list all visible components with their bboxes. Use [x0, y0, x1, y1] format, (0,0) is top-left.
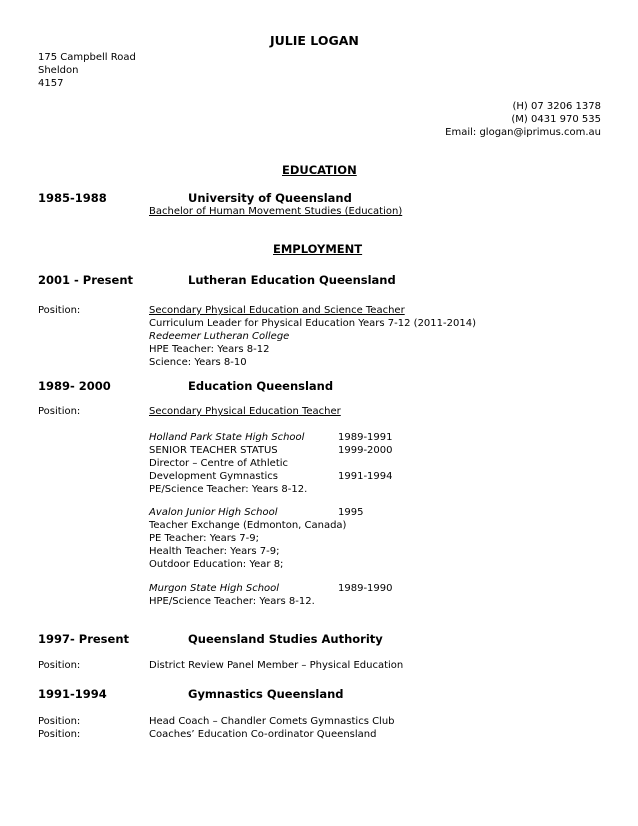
job4-years: 1991-1994	[38, 687, 107, 701]
director-line-2: Development Gymnastics	[149, 471, 278, 482]
avalon-line: Health Teacher: Years 7-9;	[149, 546, 280, 557]
job3-years: 1997- Present	[38, 632, 130, 646]
education-degree: Bachelor of Human Movement Studies (Education)	[149, 206, 403, 217]
email[interactable]: Email: glogan@iprimus.com.au	[445, 127, 601, 138]
avalon-year: 1995	[338, 507, 364, 518]
avalon-line: Teacher Exchange (Edmonton, Canada)	[149, 520, 347, 531]
job2-years: 1989- 2000	[38, 379, 111, 393]
job4-title-1: Head Coach – Chandler Comets Gymnastics Club	[149, 716, 395, 727]
job1-line: Curriculum Leader for Physical Education Years 7-12 (2011-2014)	[149, 318, 476, 329]
job4-position-label: Position:	[38, 716, 81, 727]
mobile-phone: (M) 0431 970 535	[511, 114, 601, 125]
job1-line: Science: Years 8-10	[149, 357, 247, 368]
senior-teacher-status: SENIOR TEACHER STATUS	[149, 445, 278, 456]
senior-teacher-years: 1999-2000	[338, 445, 393, 456]
job3-employer: Queensland Studies Authority	[188, 632, 383, 646]
murgon-school: Murgon State High School	[149, 583, 280, 594]
avalon-school: Avalon Junior High School	[149, 507, 278, 518]
job1-position-label: Position:	[38, 305, 81, 316]
job4-position-label: Position:	[38, 729, 81, 740]
holland-park-pe: PE/Science Teacher: Years 8-12.	[149, 484, 308, 495]
education-years: 1985-1988	[38, 191, 107, 205]
avalon-line: Outdoor Education: Year 8;	[149, 559, 284, 570]
job3-title: District Review Panel Member – Physical Education	[149, 660, 404, 671]
murgon-years: 1989-1990	[338, 583, 393, 594]
avalon-line: PE Teacher: Years 7-9;	[149, 533, 259, 544]
address-line-3: 4157	[38, 78, 64, 89]
job1-years: 2001 - Present	[38, 273, 134, 287]
resume-name: JULIE LOGAN	[270, 33, 359, 48]
murgon-line: HPE/Science Teacher: Years 8-12.	[149, 596, 315, 607]
address-line-2: Sheldon	[38, 65, 79, 76]
education-institution: University of Queensland	[188, 191, 352, 205]
job1-line: Redeemer Lutheran College	[149, 331, 290, 342]
holland-park-years: 1989-1991	[338, 432, 393, 443]
job4-title-2: Coaches’ Education Co-ordinator Queensland	[149, 729, 377, 740]
job4-employer: Gymnastics Queensland	[188, 687, 344, 701]
job3-position-label: Position:	[38, 660, 81, 671]
employment-heading: EMPLOYMENT	[273, 242, 363, 256]
holland-park-school: Holland Park State High School	[149, 432, 305, 443]
job2-title: Secondary Physical Education Teacher	[149, 406, 341, 417]
director-line-1: Director – Centre of Athletic	[149, 458, 289, 469]
home-phone: (H) 07 3206 1378	[512, 101, 601, 112]
director-years: 1991-1994	[338, 471, 393, 482]
job1-line: HPE Teacher: Years 8-12	[149, 344, 270, 355]
address-line-1: 175 Campbell Road	[38, 52, 136, 63]
job2-employer: Education Queensland	[188, 379, 334, 393]
job2-position-label: Position:	[38, 406, 81, 417]
education-heading: EDUCATION	[282, 163, 357, 177]
job1-employer: Lutheran Education Queensland	[188, 273, 396, 287]
job1-title: Secondary Physical Education and Science Teacher	[149, 305, 405, 316]
